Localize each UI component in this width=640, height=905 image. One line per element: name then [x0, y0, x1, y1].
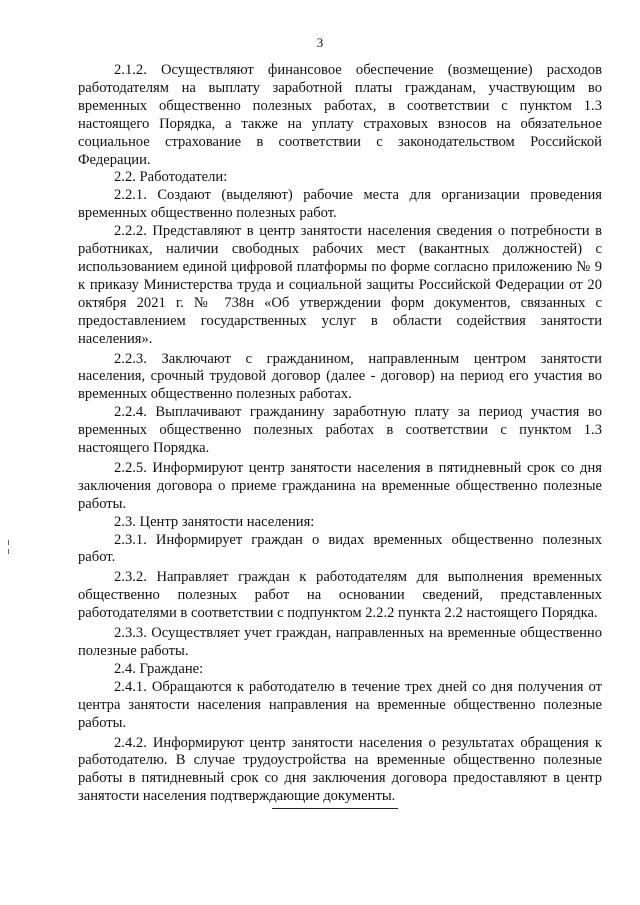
paragraph-2-3-1: 2.3.1. Информирует граждан о видах временных общественно полезных работ. — [78, 531, 602, 566]
scan-margin-mark — [8, 540, 9, 545]
document-body — [78, 62, 602, 806]
paragraph-2-2-3: 2.2.3. Заключают с гражданином, направленным центром занятости населения, срочный трудовой договор (далее - договор) на период его участия во временных общественно полезных работах. — [78, 350, 602, 403]
end-of-text-rule — [272, 808, 398, 809]
paragraph-2-2-heading: 2.2. Работодатели: — [114, 169, 228, 186]
paragraph-2-2-5: 2.2.5. Информируют центр занятости населения в пятидневный срок со дня заключения договора о приеме гражданина на временные общественно полезные работы. — [78, 459, 602, 512]
paragraph-2-3-2: 2.3.2. Направляет граждан к работодателям для выполнения временных общественно полезных работ на основании сведений, представленных работодателями в соответствии с подпунктом 2.2.2 пункта 2.2 настоящего Порядка. — [78, 569, 602, 622]
paragraph-2-1-2: 2.1.2. Осуществляют финансовое обеспечение (возмещение) расходов работодателям на выплату заработной платы гражданам, участвующим во временных общественно полезных работах, в соответствии с пунктом 1.3 настоящего Порядка, а также на уплату страховых взносов на обязательное социальное страхование в соответствии с законодательством Российской Федерации. — [78, 62, 602, 168]
paragraph-2-2-4: 2.2.4. Выплачивают гражданину заработную плату за период участия во временных общественно полезных работах в соответствии с пунктом 1.3 настоящего Порядка. — [78, 404, 602, 457]
paragraph-2-2-2: 2.2.2. Представляют в центр занятости населения сведения о потребности в работниках, наличии свободных рабочих мест (вакантных должностей) с использованием единой цифровой платформы по форме согласно приложению № 9 к приказу Министерства труда и социальной защиты Российской Федерации от 20 октября 2021 г. № 738н «Об утверждении форм документов, связанных с предоставлением государственных услуг в области содействия занятости населения». — [78, 223, 602, 347]
page-number: 3 — [316, 35, 324, 50]
paragraph-2-3-heading: 2.3. Центр занятости населения: — [114, 513, 315, 530]
paragraph-2-3-3: 2.3.3. Осуществляет учет граждан, направленных на временные общественно полезные работы. — [78, 625, 602, 659]
paragraph-2-4-2: 2.4.2. Информируют центр занятости населения о результатах обращения к работодателю. В случае трудоустройства на временные общественно полезные работы в пятидневный срок со дня заключения договора предоставляют в центр занятости населения подтверждающие документы. — [78, 734, 602, 805]
paragraph-2-2-1: 2.2.1. Создают (выделяют) рабочие места для организации проведения временных общественно полезных работ. — [78, 187, 602, 222]
paragraph-2-4-heading: 2.4. Граждане: — [114, 660, 204, 677]
paragraph-2-4-1: 2.4.1. Обращаются к работодателю в течение трех дней со дня получения от центра занятости населения направления на временные общественно полезные работы. — [78, 678, 602, 731]
scan-margin-mark — [8, 549, 9, 554]
